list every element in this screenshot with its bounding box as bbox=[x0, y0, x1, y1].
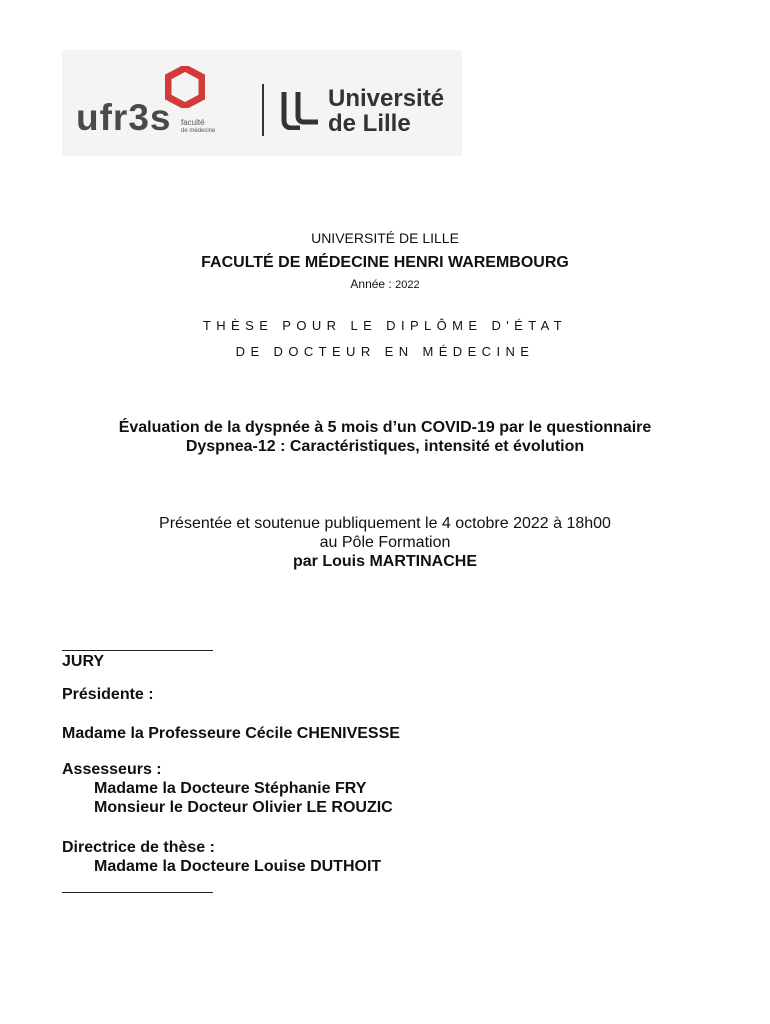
thesis-title bbox=[0, 418, 770, 456]
president-name: Madame la Professeure Cécile CHENIVESSE bbox=[62, 725, 400, 742]
year-label: Année : bbox=[350, 277, 392, 291]
universite-de-lille-logo-text bbox=[328, 86, 444, 136]
ul-monogram-icon bbox=[280, 90, 322, 130]
jury-bottom-rule bbox=[62, 892, 213, 893]
jury-top-rule bbox=[62, 650, 213, 651]
logo-divider bbox=[262, 84, 264, 136]
presentation-info bbox=[0, 514, 770, 572]
presentation-date: Présentée et soutenue publiquement le 4 octobre 2022 à 18h00 bbox=[159, 515, 611, 532]
thesis-line-2: DE DOCTEUR EN MÉDECINE bbox=[235, 344, 535, 359]
thesis-line-1: THÈSE POUR LE DIPLÔME D'ÉTAT bbox=[202, 318, 568, 333]
director-section bbox=[62, 838, 381, 876]
assessor-1: Madame la Docteure Stéphanie FRY bbox=[94, 780, 367, 798]
ufr-sub-line1: faculté bbox=[181, 118, 205, 127]
presentation-place: au Pôle Formation bbox=[319, 534, 451, 552]
thesis-title-line1: Évaluation de la dyspnée à 5 mois d’un COVID-19 par le questionnaire bbox=[118, 419, 652, 436]
ufr-logo-subtitle bbox=[181, 119, 215, 134]
faculty-name: FACULTÉ DE MÉDECINE HENRI WAREMBOURG bbox=[201, 254, 569, 271]
director-label: Directrice de thèse : bbox=[62, 839, 215, 856]
ul-line1: Université bbox=[328, 85, 445, 112]
thesis-title-line2: Dyspnea-12 : Caractéristiques, intensité et évolution bbox=[185, 438, 585, 456]
jury-heading: JURY bbox=[62, 653, 105, 670]
academic-year bbox=[0, 277, 770, 291]
assessors-section bbox=[62, 760, 393, 818]
assessor-2: Monsieur le Docteur Olivier LE ROUZIC bbox=[94, 799, 393, 817]
logo-banner bbox=[62, 50, 462, 156]
ul-line2: de Lille bbox=[328, 110, 411, 138]
ufr-logo-text: ufr3s bbox=[76, 97, 172, 138]
year-value: 2022 bbox=[395, 279, 420, 291]
ufr-sub-line2: de médecine bbox=[181, 127, 216, 134]
thesis-author: par Louis MARTINACHE bbox=[293, 553, 477, 571]
university-name: UNIVERSITÉ DE LILLE bbox=[311, 230, 459, 246]
director-name: Madame la Docteure Louise DUTHOIT bbox=[94, 858, 382, 876]
president-label: Présidente : bbox=[62, 686, 154, 703]
assessors-label: Assesseurs : bbox=[62, 761, 162, 778]
